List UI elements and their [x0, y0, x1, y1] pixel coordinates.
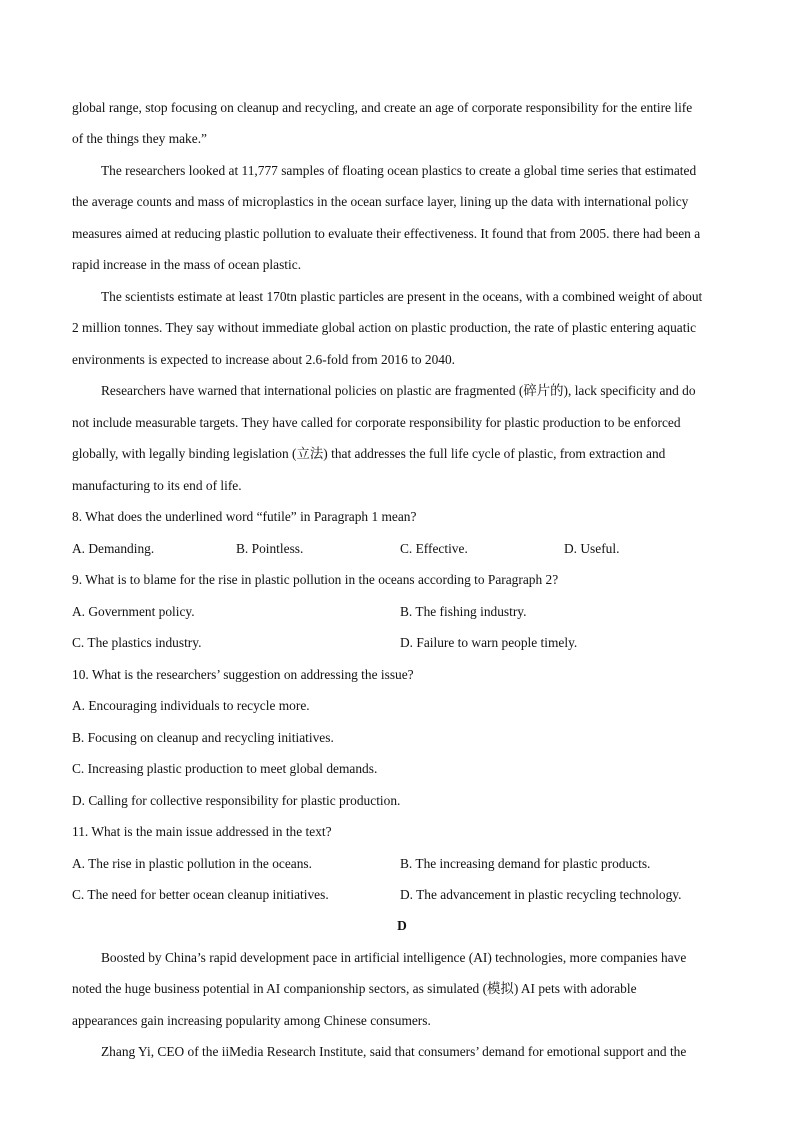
passage-c-para3-line: 2 million tonnes. They say without immediate global action on plastic production, the rate of plastic entering aquatic: [72, 320, 697, 335]
question-8-option-b: B. Pointless.: [236, 541, 304, 556]
question-10-stem: 10. What is the researchers’ suggestion on addressing the issue?: [72, 667, 414, 682]
question-10-option-a: A. Encouraging individuals to recycle more.: [72, 698, 310, 713]
question-9-stem: 9. What is to blame for the rise in plastic pollution in the oceans according to Paragraph 2?: [72, 572, 559, 587]
passage-d-heading: D: [397, 918, 407, 933]
passage-c-para2-line: The researchers looked at 11,777 samples of floating ocean plastics to create a global time series that estimated: [101, 163, 697, 178]
passage-c-para4-line: not include measurable targets. They have called for corporate responsibility for plastic production to be enforced: [72, 415, 681, 430]
question-11-option-d: D. The advancement in plastic recycling technology.: [400, 887, 682, 902]
question-10-option-c: C. Increasing plastic production to meet global demands.: [72, 761, 378, 776]
question-11-stem: 11. What is the main issue addressed in the text?: [72, 824, 332, 839]
passage-d-para1-line: noted the huge business potential in AI companionship sectors, as simulated (模拟) AI pets with adorable: [72, 981, 637, 996]
passage-d-para1-line: Boosted by China’s rapid development pace in artificial intelligence (AI) technologies, more companies have: [101, 950, 687, 965]
passage-c-para2-line: the average counts and mass of microplastics in the ocean surface layer, lining up the data with international policy: [72, 194, 689, 209]
passage-d-para2-line: Zhang Yi, CEO of the iiMedia Research Institute, said that consumers’ demand for emotional support and the: [101, 1044, 687, 1059]
question-8-option-c: C. Effective.: [400, 541, 468, 556]
passage-c-para3-line: The scientists estimate at least 170tn plastic particles are present in the oceans, with a combined weight of about: [101, 289, 703, 304]
passage-c-para2-line: rapid increase in the mass of ocean plastic.: [72, 257, 302, 272]
question-10-option-b: B. Focusing on cleanup and recycling initiatives.: [72, 730, 334, 745]
passage-c-para1-line: global range, stop focusing on cleanup and recycling, and create an age of corporate responsibility for the entire life: [72, 100, 693, 115]
question-8-option-a: A. Demanding.: [72, 541, 155, 556]
question-9-option-b: B. The fishing industry.: [400, 604, 527, 619]
passage-c-para4-line: manufacturing to its end of life.: [72, 478, 242, 493]
question-8-option-d: D. Useful.: [564, 541, 620, 556]
question-10-option-d: D. Calling for collective responsibility for plastic production.: [72, 793, 401, 808]
question-9-option-c: C. The plastics industry.: [72, 635, 202, 650]
passage-c-para2-line: measures aimed at reducing plastic pollution to evaluate their effectiveness. It found that from 2005. there had been a: [72, 226, 701, 241]
question-8-stem: 8. What does the underlined word “futile” in Paragraph 1 mean?: [72, 509, 417, 524]
question-11-option-a: A. The rise in plastic pollution in the oceans.: [72, 856, 312, 871]
passage-c-para3-line: environments is expected to increase about 2.6-fold from 2016 to 2040.: [72, 352, 456, 367]
question-11-option-b: B. The increasing demand for plastic products.: [400, 856, 651, 871]
passage-d-para1-line: appearances gain increasing popularity among Chinese consumers.: [72, 1013, 431, 1028]
passage-c-para4-line: Researchers have warned that international policies on plastic are fragmented (碎片的), lack specificity and do: [101, 383, 696, 398]
passage-c-para1-line: of the things they make.”: [72, 131, 207, 146]
passage-c-para4-line: globally, with legally binding legislation (立法) that addresses the full life cycle of plastic, from extraction and: [72, 446, 666, 461]
question-11-option-c: C. The need for better ocean cleanup initiatives.: [72, 887, 329, 902]
question-9-option-a: A. Government policy.: [72, 604, 195, 619]
question-9-option-d: D. Failure to warn people timely.: [400, 635, 578, 650]
